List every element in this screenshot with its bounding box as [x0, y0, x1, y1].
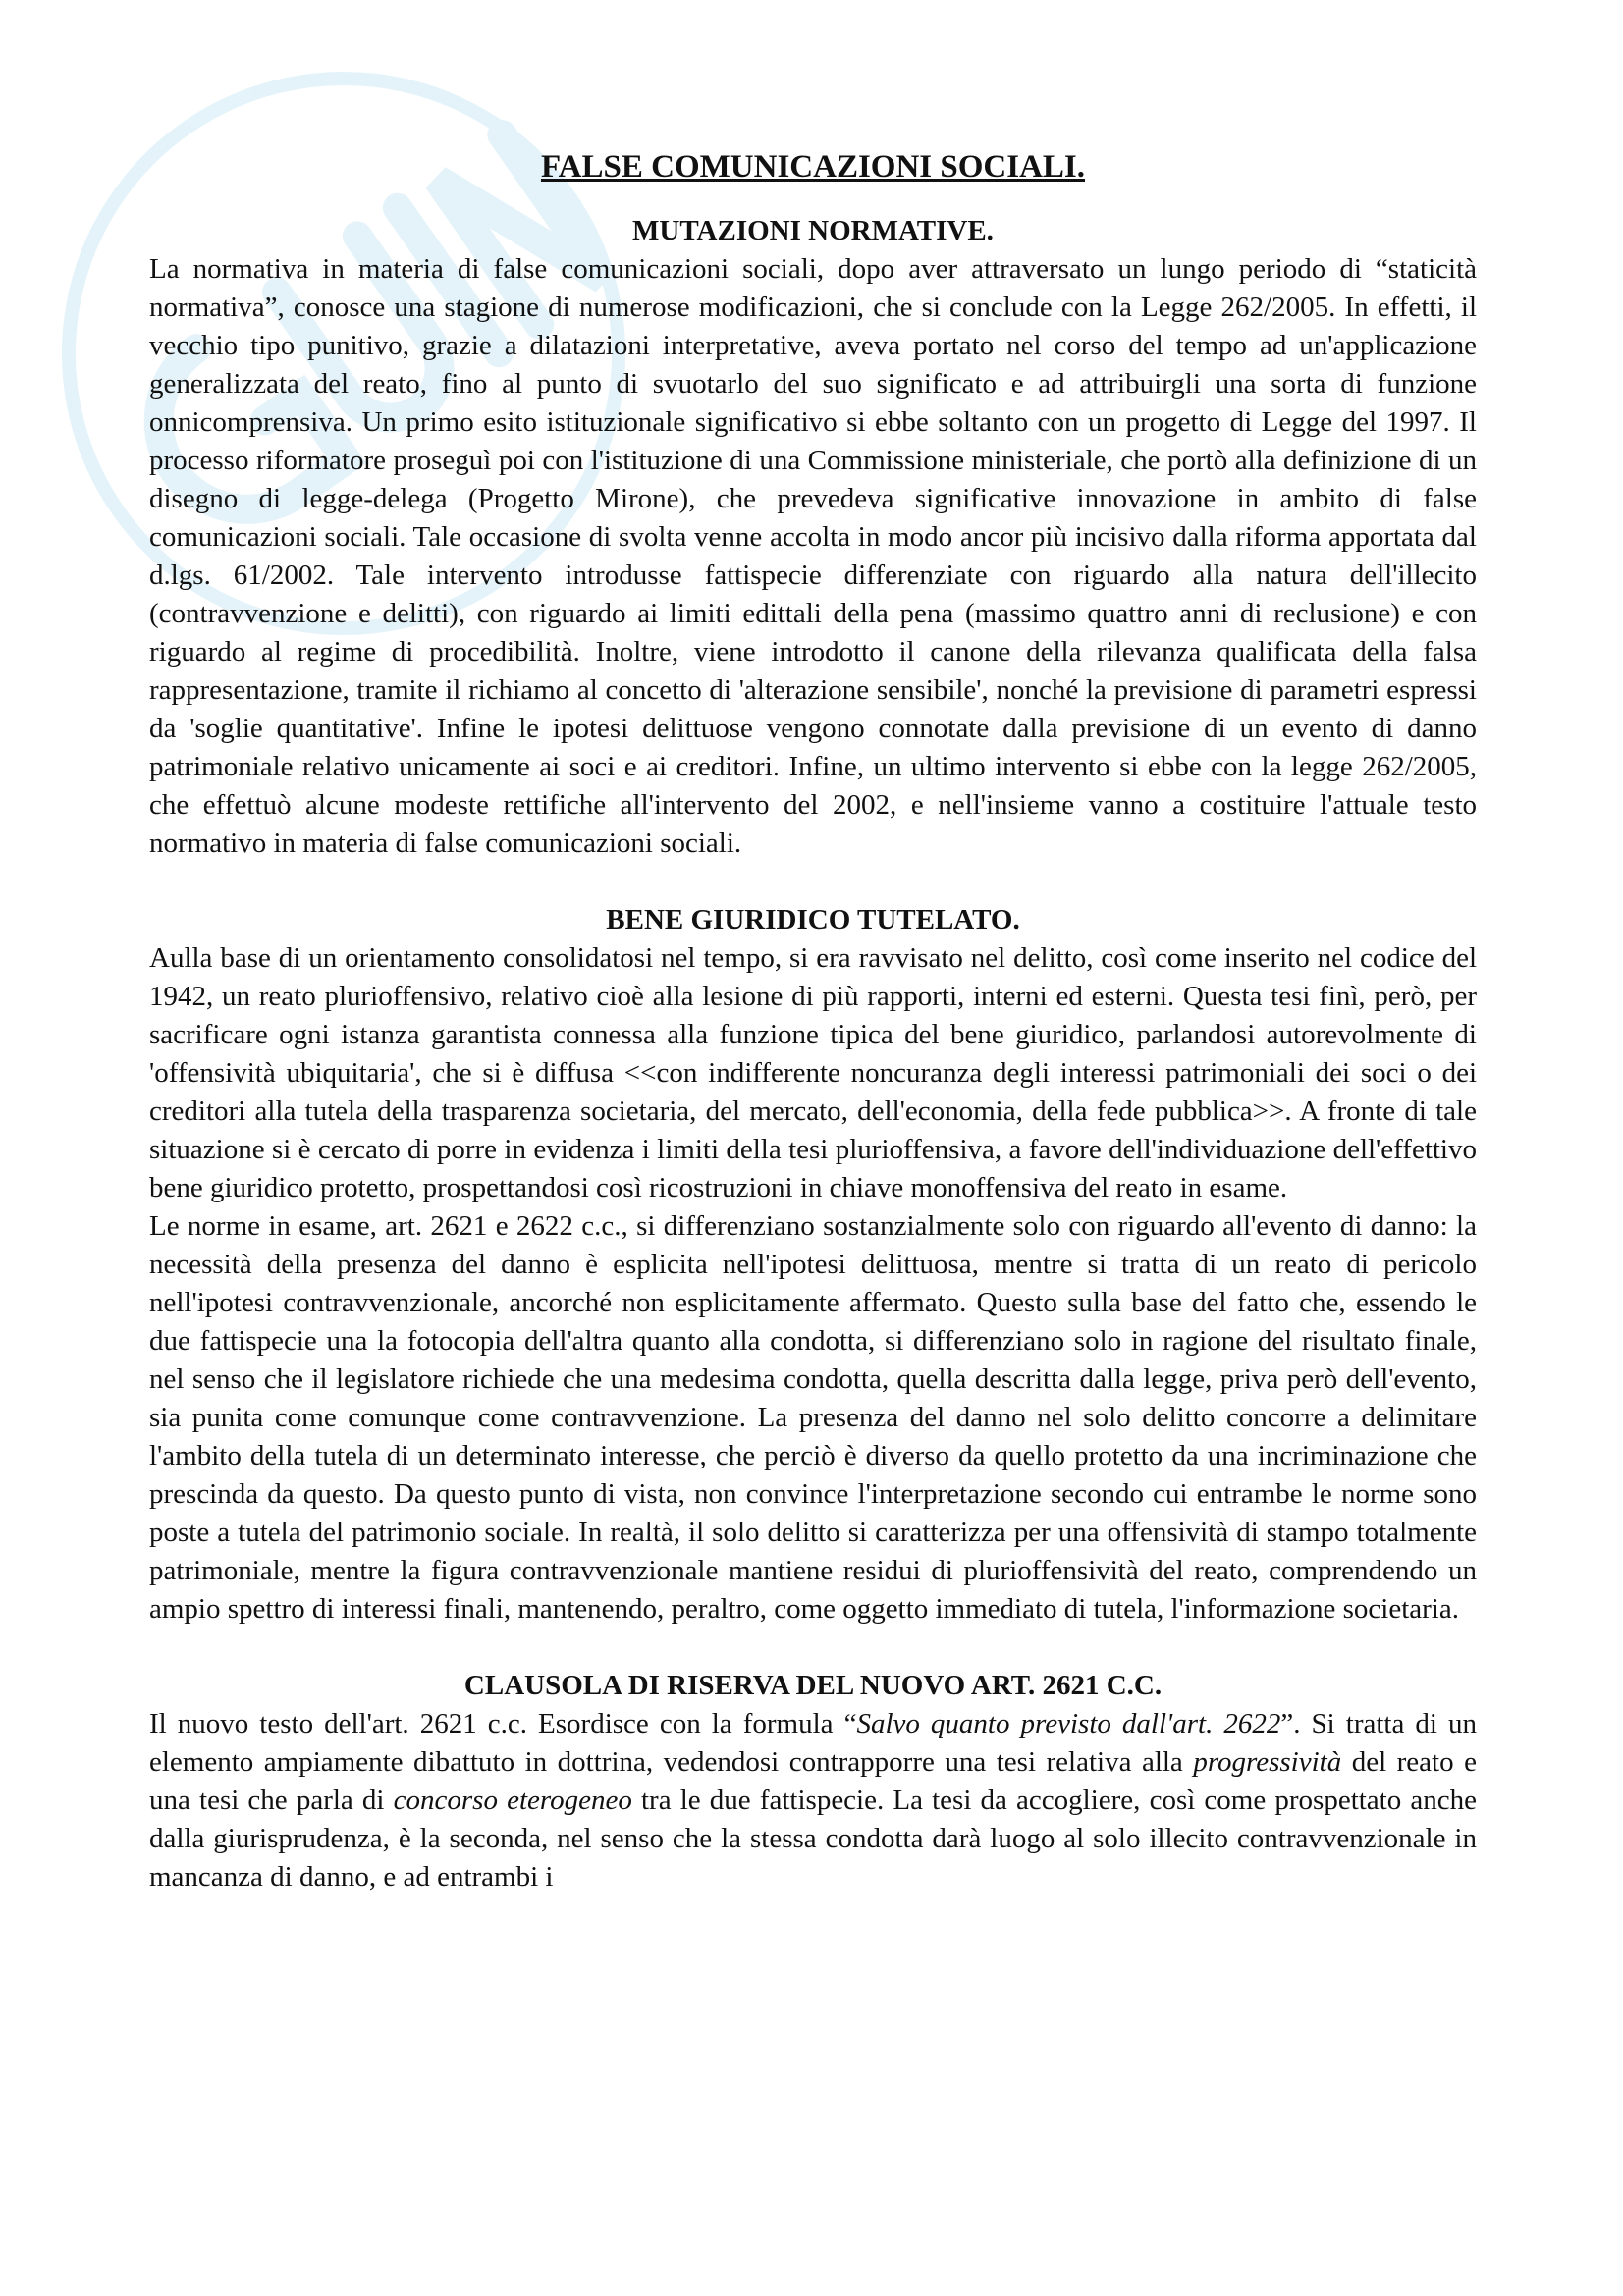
text-run: Il nuovo testo dell'art. 2621 c.c. Esordisce con la formula “ — [149, 1708, 857, 1739]
text-run: ”. Si tratta di un elemento ampiamente dibattuto in dottrina, vedendosi contrapporre una tesi relativa alla — [149, 1708, 1478, 1778]
italic-run-concorso-eterogeneo: concorso eterogeneo — [393, 1785, 632, 1816]
paragraph-bene-giuridico-2: Le norme in esame, art. 2621 e 2622 c.c., si differenziano sostanzialmente solo con riguardo all'evento di danno: la necessità della presenza del danno è esplicita nell'ipotesi delittuosa, mentre si tratta di un reato di pericolo nell'ipotesi contravvenzionale, ancorché non esplicitamente affermato. Questo sulla base del fatto che, essendo le due fattispecie una la fotocopia dell'altra quanto alla condotta, si differenziano solo in ragione del risultato finale, nel senso che il legislatore richiede che una medesima condotta, quella descritta dalla legge, priva però dell'evento, sia punita come comunque come contravvenzione. La presenza del danno nel solo delitto concorre a delimitare l'ambito della tutela di un determinato interesse, che perciò è diverso da quello protetto da una incriminazione che prescinda da questo. Da questo punto di vista, non convince l'interpretazione secondo cui entrambe le norme sono poste a tutela del patrimonio sociale. In realtà, il solo delitto si caratterizza per una offensività di stampo totalmente patrimoniale, mentre la figura contravvenzionale mantiene residui di plurioffensività del reato, comprendendo un ampio spettro di interessi finali, mantenendo, peraltro, come oggetto immediato di tutela, l'informazione societaria. — [149, 1210, 1477, 1625]
heading-bene-giuridico: BENE GIURIDICO TUTELATO. — [606, 904, 1020, 935]
heading-clausola-di-riserva: CLAUSOLA DI RISERVA DEL NUOVO ART. 2621 C.C. — [463, 1670, 1163, 1701]
document-title: FALSE COMUNICAZIONI SOCIALI. — [540, 149, 1086, 185]
heading-mutazioni-normative: MUTAZIONI NORMATIVE. — [632, 215, 994, 246]
italic-run-salvo-quanto: Salvo quanto previsto dall'art. 2622 — [856, 1708, 1281, 1739]
document-page — [149, 147, 1477, 1896]
text-run: del reato e una tesi che parla di — [149, 1746, 1477, 1816]
italic-run-progressivita: progressività — [1193, 1746, 1342, 1778]
paragraph-mutazioni-normative: La normativa in materia di false comunicazioni sociali, dopo aver attraversato un lungo periodo di “staticità normativa”, conosce una stagione di numerose modificazioni, che si conclude con la Legge 262/2005. In effetti, il vecchio tipo punitivo, grazie a dilatazioni interpretative, aveva portato nel corso del tempo ad un'applicazione generalizzata del reato, fino al punto di svuotarlo del suo significato e ad attribuirgli una sorta di funzione onnicomprensiva. Un primo esito istituzionale significativo si ebbe soltanto con un progetto di Legge del 1997. Il processo riformatore proseguì poi con l'istituzione di una Commissione ministeriale, che portò alla definizione di un disegno di legge-delega (Progetto Mirone), che prevedeva significative innovazione in ambito di false comunicazioni sociali. Tale occasione di svolta venne accolta in modo ancor più incisivo dalla riforma apportata dal d.lgs. 61/2002. Tale intervento introdusse fattispecie differenziate con riguardo alla natura dell'illecito (contravvenzione e delitti), con riguardo ai limiti edittali della pena (massimo quattro anni di reclusione) e con riguardo al regime di procedibilità. Inoltre, viene introdotto il canone della rilevanza qualificata della falsa rappresentazione, tramite il richiamo al concetto di 'alterazione sensibile', nonché la previsione di parametri espressi da 'soglie quantitative'. Infine le ipotesi delittuose vengono connotate dalla previsione di un evento di danno patrimoniale relativo unicamente ai soci e ai creditori. Infine, un ultimo intervento si ebbe con la legge 262/2005, che effettuò alcune modeste rettifiche all'intervento del 2002, e nell'insieme vanno a costituire l'attuale testo normativo in materia di false comunicazioni sociali. — [149, 253, 1477, 859]
text-run: tra le due fattispecie. La tesi da accogliere, così come prospettato anche dalla giurisprudenza, è la seconda, nel senso che la stessa condotta darà luogo al solo illecito contravvenzionale in mancanza di danno, e ad entrambi i — [149, 1785, 1477, 1893]
paragraph-bene-giuridico-1: Aulla base di un orientamento consolidatosi nel tempo, si era ravvisato nel delitto, così come inserito nel codice del 1942, un reato plurioffensivo, relativo cioè alla lesione di più rapporti, interni ed esterni. Questa tesi finì, però, per sacrificare ogni istanza garantista connessa alla funzione tipica del bene giuridico, parlandosi autorevolmente di 'offensività ubiquitaria', che si è diffusa <<con indifferente noncuranza degli interessi patrimoniali dei soci o dei creditori alla tutela della trasparenza societaria, del mercato, dell'economia, della fede pubblica>>. A fronte di tale situazione si è cercato di porre in evidenza i limiti della tesi plurioffensiva, a favore dell'individuazione dell'effettivo bene giuridico protetto, prospettandosi così ricostruzioni in chiave monoffensiva del reato in esame. — [149, 942, 1477, 1203]
paragraph-clausola-di-riserva — [149, 1705, 1477, 1896]
